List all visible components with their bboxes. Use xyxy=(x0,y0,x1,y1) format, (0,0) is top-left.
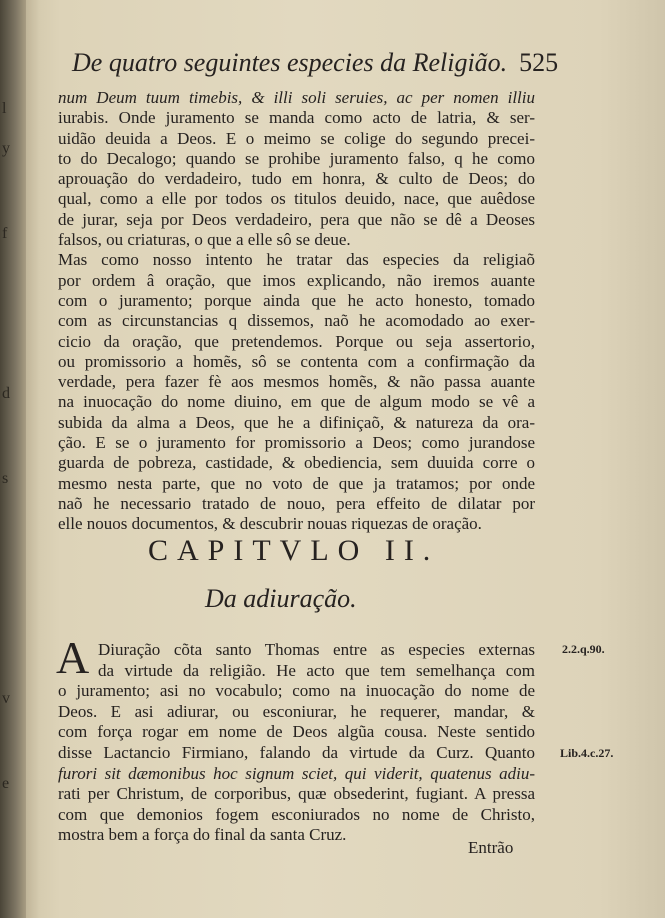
text-line: qual, como a elle por todos os titulos deuido, nace, que auêdose xyxy=(58,189,535,209)
text-line: aprouação do verdadeiro, tudo em honra, & culto de Deos; do xyxy=(58,169,535,189)
text-line: verdade, pera fazer fè aos mesmos homẽs, & não passa auante xyxy=(58,372,535,392)
text-line: de jurar, seja por Deos verdadeiro, pera que não se dê a Deoses xyxy=(58,209,535,229)
text-line: mesmo nesta parte, que no voto de que ja tratamos; por onde xyxy=(58,473,535,493)
margin-note: Lib.4.c.27. xyxy=(560,746,614,760)
text-line: ção. E se o juramento for promissorio a Deos; como jurandose xyxy=(58,433,535,453)
previous-page-mark: l xyxy=(2,100,7,117)
margin-note: 2.2.q.90. xyxy=(562,642,605,656)
text-line: Deos. E asi adiurar, ou esconiurar, he requerer, mandar, & xyxy=(58,701,535,721)
previous-page-mark: e xyxy=(2,775,10,792)
catchword: Entrão xyxy=(468,838,514,857)
text-line: iurabis. Onde juramento se manda como acto de latria, & ser- xyxy=(58,108,535,128)
text-line: Diuração cõta santo Thomas entre as especies externas xyxy=(98,640,535,659)
text-line: Mas como nosso intento he tratar das especies da religiaõ xyxy=(58,250,535,270)
text-line: na inuocação do nome diuino, em que de algum modo se vê a xyxy=(58,392,535,412)
text-line: uidão deuida a Deos. E o meimo se colige do segundo precei- xyxy=(58,128,535,148)
previous-page-mark: y xyxy=(2,140,10,157)
previous-page-mark: f xyxy=(2,225,8,242)
text-line: com as circunstancias q dissemos, naõ he acomodado ao exer- xyxy=(58,311,535,331)
text-line: ou promissorio a homẽs, sô se contenta com a confirmação da xyxy=(58,351,535,371)
chapter-subtitle: Da adiuração. xyxy=(205,584,357,613)
text-line: to do Decalogo; quando se prohibe juramento falso, q he como xyxy=(58,148,535,168)
text-line: com que demonios fogem esconiurados no nome de Christo, xyxy=(58,804,535,824)
text-line: com o juramento; porque ainda que he acto honesto, tomado xyxy=(58,290,535,310)
chapter-heading: CAPITVLO II. xyxy=(148,534,440,567)
text-line: guarda de pobreza, castidade, & obediencia, sem duuida corre o xyxy=(58,453,535,473)
text-line: falsos, ou criaturas, o que a elle sô se deue. xyxy=(58,230,351,250)
text-line: elle nouos documentos, & descubrir nouas riquezas de oração. xyxy=(58,514,482,534)
drop-cap: A xyxy=(56,632,90,683)
text-line: mostra bem a força do final da santa Cruz. xyxy=(58,825,347,845)
previous-page-mark: d xyxy=(2,385,10,402)
text-line: naõ he necessario tratado de nouo, pera effeito de dilatar por xyxy=(58,493,535,513)
previous-page-mark: s xyxy=(2,470,9,487)
text-line: furori sit dæmonibus hoc signum sciet, qui viderit, quatenus adiu- xyxy=(58,763,535,783)
text-line: o juramento; asi no vocabulo; como na inuocação do nome de xyxy=(58,681,535,701)
text-line: da virtude da religião. He acto que tem semelhança com xyxy=(98,660,535,680)
section-2-text xyxy=(58,640,535,846)
text-line: com força rogar em nome de Deos algũa cousa. Neste sentido xyxy=(58,722,535,742)
text-line: rati per Christum, de corporibus, quæ obsederint, fugiant. A pressa xyxy=(58,784,535,804)
page-number: 525 xyxy=(519,48,559,77)
running-header xyxy=(72,48,559,78)
text-line: disse Lactancio Firmiano, falando da virtude da Curz. Quanto xyxy=(58,742,535,762)
text-line: cicio da oração, que pretendemos. Porque ou seja assertorio, xyxy=(58,331,535,351)
text-line: por ordem â oração, que imos explicando, não iremos auante xyxy=(58,270,535,290)
text-line: num Deum tuum timebis, & illi soli seruies, ac per nomen illiu xyxy=(58,88,535,107)
previous-page-mark: v xyxy=(2,690,10,707)
running-title: De quatro seguintes especies da Religião. xyxy=(72,48,508,77)
section-1-text xyxy=(58,88,535,535)
text-line: subida da alma a Deos, que he a difiniçaõ, & natureza da ora- xyxy=(58,412,535,432)
